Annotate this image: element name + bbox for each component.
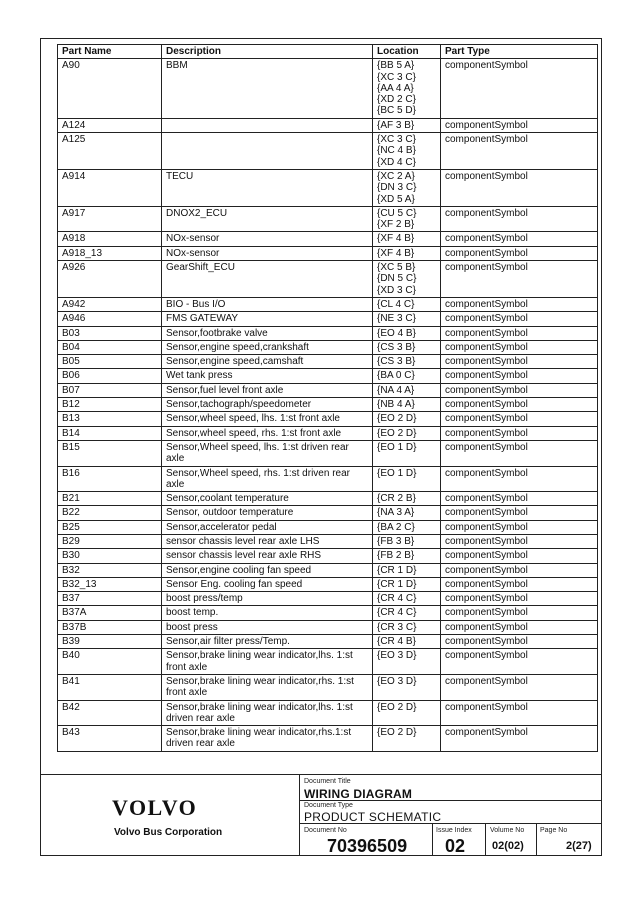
part-type-cell: componentSymbol — [441, 649, 598, 675]
description-cell: Sensor,brake lining wear indicator,rhs.1:st driven rear axle — [162, 726, 373, 752]
table-row — [58, 674, 598, 700]
part-name-cell: B25 — [58, 520, 162, 534]
part-name-cell: B32 — [58, 563, 162, 577]
description-cell: Sensor,brake lining wear indicator,lhs. 1:st driven rear axle — [162, 700, 373, 726]
description-cell: Sensor Eng. cooling fan speed — [162, 577, 373, 591]
location-cell — [373, 520, 441, 534]
part-type-cell: componentSymbol — [441, 726, 598, 752]
part-name-cell: A124 — [58, 118, 162, 132]
location-cell — [373, 133, 441, 170]
table-body — [58, 59, 598, 751]
table-row — [58, 466, 598, 492]
table-row — [58, 440, 598, 466]
description-cell — [162, 133, 373, 170]
location-entry: {CR 1 D} — [377, 578, 417, 590]
description-cell: boost press — [162, 620, 373, 634]
description-cell: Sensor,brake lining wear indicator,rhs. 1:st front axle — [162, 674, 373, 700]
description-cell: Sensor,coolant temperature — [162, 492, 373, 506]
table-row — [58, 649, 598, 675]
table-row — [58, 169, 598, 206]
table-row — [58, 340, 598, 354]
location-cell — [373, 312, 441, 326]
location-entry: {NA 3 A} — [377, 507, 415, 519]
part-type-cell: componentSymbol — [441, 261, 598, 298]
location-cell — [373, 592, 441, 606]
table-row — [58, 133, 598, 170]
description-cell: DNOX2_ECU — [162, 206, 373, 232]
location-cell — [373, 440, 441, 466]
table-row — [58, 635, 598, 649]
location-cell — [373, 355, 441, 369]
description-cell: GearShift_ECU — [162, 261, 373, 298]
table-row — [58, 426, 598, 440]
location-entry: {FB 3 B} — [377, 535, 415, 547]
part-type-cell: componentSymbol — [441, 549, 598, 563]
location-entry: {CU 5 C} — [377, 207, 417, 219]
location-entry: {AA 4 A} — [377, 82, 414, 94]
description-cell: Wet tank press — [162, 369, 373, 383]
part-name-cell: B21 — [58, 492, 162, 506]
table-row — [58, 606, 598, 620]
part-name-cell: B13 — [58, 412, 162, 426]
doc-no-label: Document No — [304, 827, 347, 834]
location-entry: {CR 2 B} — [377, 493, 416, 505]
location-entry: {CR 4 B} — [377, 636, 416, 648]
location-cell — [373, 59, 441, 118]
part-name-cell: B39 — [58, 635, 162, 649]
location-entry: {EO 3 D} — [377, 650, 417, 662]
doc-title: WIRING DIAGRAM — [304, 787, 413, 801]
part-type-cell: componentSymbol — [441, 297, 598, 311]
page-no-label: Page No — [540, 827, 568, 834]
location-entry: {EO 1 D} — [377, 467, 417, 479]
company-name: Volvo Bus Corporation — [114, 827, 223, 838]
part-name-cell: B04 — [58, 340, 162, 354]
table-row — [58, 412, 598, 426]
part-type-cell: componentSymbol — [441, 635, 598, 649]
location-cell — [373, 326, 441, 340]
table-row — [58, 506, 598, 520]
part-name-cell: A926 — [58, 261, 162, 298]
part-type-cell: componentSymbol — [441, 169, 598, 206]
location-entry: {CS 3 B} — [377, 341, 416, 353]
location-entry: {XD 5 A} — [377, 193, 415, 205]
location-cell — [373, 577, 441, 591]
description-cell: Sensor,wheel speed, rhs. 1:st front axle — [162, 426, 373, 440]
location-entry: {CR 1 D} — [377, 564, 417, 576]
doc-title-label: Document Title — [304, 778, 351, 785]
location-cell — [373, 369, 441, 383]
doc-type: PRODUCT SCHEMATIC — [304, 810, 442, 824]
volume-no-label: Volume No — [490, 827, 525, 834]
location-cell — [373, 620, 441, 634]
part-name-cell: B03 — [58, 326, 162, 340]
part-name-cell: B12 — [58, 398, 162, 412]
location-entry: {XF 2 B} — [377, 219, 415, 231]
table-row — [58, 59, 598, 118]
part-type-cell: componentSymbol — [441, 492, 598, 506]
location-cell — [373, 206, 441, 232]
location-cell — [373, 261, 441, 298]
table-row — [58, 383, 598, 397]
description-cell: NOx-sensor — [162, 232, 373, 246]
location-cell — [373, 506, 441, 520]
description-cell: Sensor,Wheel speed, rhs. 1:st driven rear axle — [162, 466, 373, 492]
table-row — [58, 549, 598, 563]
table-row — [58, 297, 598, 311]
part-type-cell: componentSymbol — [441, 577, 598, 591]
location-entry: {BB 5 A} — [377, 60, 415, 72]
part-name-cell: B29 — [58, 534, 162, 548]
table-row — [58, 261, 598, 298]
part-type-cell: componentSymbol — [441, 59, 598, 118]
part-name-cell: B06 — [58, 369, 162, 383]
table-row — [58, 700, 598, 726]
part-name-cell: B05 — [58, 355, 162, 369]
part-type-cell: componentSymbol — [441, 383, 598, 397]
part-type-cell: componentSymbol — [441, 466, 598, 492]
location-entry: {XD 4 C} — [377, 156, 416, 168]
description-cell: Sensor,air filter press/Temp. — [162, 635, 373, 649]
header-description: Description — [162, 45, 373, 59]
part-name-cell: A918_13 — [58, 246, 162, 260]
location-cell — [373, 649, 441, 675]
table-row — [58, 577, 598, 591]
location-entry: {EO 3 D} — [377, 675, 417, 687]
description-cell: boost temp. — [162, 606, 373, 620]
location-entry: {DN 3 C} — [377, 182, 417, 194]
title-block — [40, 774, 602, 856]
description-cell: FMS GATEWAY — [162, 312, 373, 326]
part-type-cell: componentSymbol — [441, 700, 598, 726]
location-entry: {NA 4 A} — [377, 384, 415, 396]
location-cell — [373, 398, 441, 412]
location-entry: {CR 3 C} — [377, 621, 417, 633]
location-cell — [373, 606, 441, 620]
part-name-cell: B42 — [58, 700, 162, 726]
location-entry: {XF 4 B} — [377, 247, 415, 259]
location-cell — [373, 700, 441, 726]
location-entry: {NE 3 C} — [377, 313, 416, 325]
location-entry: {BA 0 C} — [377, 370, 415, 382]
location-entry: {XC 3 C} — [377, 71, 416, 83]
description-cell: boost press/temp — [162, 592, 373, 606]
location-cell — [373, 297, 441, 311]
location-cell — [373, 635, 441, 649]
part-type-cell: componentSymbol — [441, 312, 598, 326]
location-entry: {BA 2 C} — [377, 521, 415, 533]
part-type-cell: componentSymbol — [441, 506, 598, 520]
part-type-cell: componentSymbol — [441, 340, 598, 354]
issue-index: 02 — [445, 836, 466, 856]
description-cell: Sensor,footbrake valve — [162, 326, 373, 340]
part-type-cell: componentSymbol — [441, 398, 598, 412]
part-type-cell: componentSymbol — [441, 133, 598, 170]
doc-type-label: Document Type — [304, 802, 353, 809]
part-name-cell: B37B — [58, 620, 162, 634]
part-type-cell: componentSymbol — [441, 620, 598, 634]
part-type-cell: componentSymbol — [441, 563, 598, 577]
description-cell: Sensor,fuel level front axle — [162, 383, 373, 397]
part-type-cell: componentSymbol — [441, 674, 598, 700]
part-type-cell: componentSymbol — [441, 606, 598, 620]
doc-no: 70396509 — [327, 836, 408, 856]
description-cell: Sensor,engine speed,camshaft — [162, 355, 373, 369]
part-type-cell: componentSymbol — [441, 326, 598, 340]
location-cell — [373, 232, 441, 246]
part-name-cell: B22 — [58, 506, 162, 520]
table-row — [58, 206, 598, 232]
description-cell: TECU — [162, 169, 373, 206]
location-cell — [373, 549, 441, 563]
description-cell: sensor chassis level rear axle RHS — [162, 549, 373, 563]
parts-table — [57, 44, 598, 752]
part-name-cell: B40 — [58, 649, 162, 675]
part-name-cell: B15 — [58, 440, 162, 466]
description-cell: Sensor,engine cooling fan speed — [162, 563, 373, 577]
description-cell: NOx-sensor — [162, 246, 373, 260]
location-entry: {XC 2 A} — [377, 170, 415, 182]
location-cell — [373, 383, 441, 397]
table-row — [58, 398, 598, 412]
part-name-cell: A90 — [58, 59, 162, 118]
location-cell — [373, 246, 441, 260]
table-header-row — [58, 45, 598, 59]
location-entry: {XC 3 C} — [377, 134, 416, 146]
description-cell: Sensor, outdoor temperature — [162, 506, 373, 520]
table-row — [58, 232, 598, 246]
location-cell — [373, 340, 441, 354]
part-name-cell: A125 — [58, 133, 162, 170]
description-cell — [162, 118, 373, 132]
table-row — [58, 246, 598, 260]
table-row — [58, 563, 598, 577]
header-part-type: Part Type — [441, 45, 598, 59]
description-cell: sensor chassis level rear axle LHS — [162, 534, 373, 548]
description-cell: Sensor,tachograph/speedometer — [162, 398, 373, 412]
table-row — [58, 492, 598, 506]
part-name-cell: B37 — [58, 592, 162, 606]
part-name-cell: B16 — [58, 466, 162, 492]
location-entry: {XF 4 B} — [377, 233, 415, 245]
volume-no: 02(02) — [492, 840, 524, 852]
part-type-cell: componentSymbol — [441, 534, 598, 548]
part-name-cell: A946 — [58, 312, 162, 326]
page-no: 2(27) — [566, 840, 592, 852]
description-cell: Sensor,Wheel speed, lhs. 1:st driven rear axle — [162, 440, 373, 466]
part-type-cell: componentSymbol — [441, 355, 598, 369]
location-cell — [373, 534, 441, 548]
location-entry: {BC 5 D} — [377, 105, 416, 117]
location-entry: {AF 3 B} — [377, 119, 415, 131]
part-name-cell: A917 — [58, 206, 162, 232]
table-row — [58, 312, 598, 326]
part-name-cell: A914 — [58, 169, 162, 206]
part-name-cell: B07 — [58, 383, 162, 397]
location-cell — [373, 118, 441, 132]
location-cell — [373, 563, 441, 577]
location-cell — [373, 726, 441, 752]
location-entry: {CR 4 C} — [377, 607, 417, 619]
description-cell: BBM — [162, 59, 373, 118]
table-row — [58, 355, 598, 369]
location-entry: {FB 2 B} — [377, 550, 415, 562]
location-entry: {CR 4 C} — [377, 593, 417, 605]
location-entry: {EO 4 B} — [377, 327, 416, 339]
location-entry: {CS 3 B} — [377, 356, 416, 368]
location-cell — [373, 674, 441, 700]
location-cell — [373, 169, 441, 206]
part-name-cell: B32_13 — [58, 577, 162, 591]
location-entry: {EO 2 D} — [377, 727, 417, 739]
table-row — [58, 592, 598, 606]
location-entry: {NC 4 B} — [377, 145, 416, 157]
part-type-cell: componentSymbol — [441, 440, 598, 466]
part-name-cell: B30 — [58, 549, 162, 563]
location-cell — [373, 412, 441, 426]
description-cell: Sensor,wheel speed, lhs. 1:st front axle — [162, 412, 373, 426]
part-name-cell: B41 — [58, 674, 162, 700]
part-type-cell: componentSymbol — [441, 369, 598, 383]
location-cell — [373, 492, 441, 506]
location-entry: {EO 2 D} — [377, 413, 417, 425]
location-entry: {DN 5 C} — [377, 273, 417, 285]
part-name-cell: A918 — [58, 232, 162, 246]
description-cell: Sensor,accelerator pedal — [162, 520, 373, 534]
location-entry: {EO 2 D} — [377, 427, 417, 439]
issue-index-label: Issue Index — [436, 827, 472, 834]
table-row — [58, 620, 598, 634]
part-type-cell: componentSymbol — [441, 412, 598, 426]
location-cell — [373, 426, 441, 440]
part-type-cell: componentSymbol — [441, 592, 598, 606]
part-type-cell: componentSymbol — [441, 426, 598, 440]
part-name-cell: B37A — [58, 606, 162, 620]
part-name-cell: A942 — [58, 297, 162, 311]
part-name-cell: B14 — [58, 426, 162, 440]
part-type-cell: componentSymbol — [441, 118, 598, 132]
location-entry: {CL 4 C} — [377, 298, 415, 310]
table-row — [58, 534, 598, 548]
table-row — [58, 369, 598, 383]
part-name-cell: B43 — [58, 726, 162, 752]
part-type-cell: componentSymbol — [441, 246, 598, 260]
location-entry: {XD 3 C} — [377, 284, 416, 296]
location-entry: {XC 5 B} — [377, 262, 416, 274]
description-cell: Sensor,engine speed,crankshaft — [162, 340, 373, 354]
location-cell — [373, 466, 441, 492]
part-type-cell: componentSymbol — [441, 232, 598, 246]
part-type-cell: componentSymbol — [441, 206, 598, 232]
title-block-divider — [299, 775, 300, 856]
table-row — [58, 326, 598, 340]
part-type-cell: componentSymbol — [441, 520, 598, 534]
location-entry: {EO 2 D} — [377, 701, 417, 713]
location-entry: {NB 4 A} — [377, 399, 415, 411]
location-entry: {EO 1 D} — [377, 441, 417, 453]
location-entry: {XD 2 C} — [377, 94, 416, 106]
volvo-logo: VOLVO — [112, 795, 198, 820]
table-row — [58, 118, 598, 132]
header-location: Location — [373, 45, 441, 59]
table-row — [58, 520, 598, 534]
table-row — [58, 726, 598, 752]
description-cell: BIO - Bus I/O — [162, 297, 373, 311]
header-part-name: Part Name — [58, 45, 162, 59]
description-cell: Sensor,brake lining wear indicator,lhs. 1:st front axle — [162, 649, 373, 675]
